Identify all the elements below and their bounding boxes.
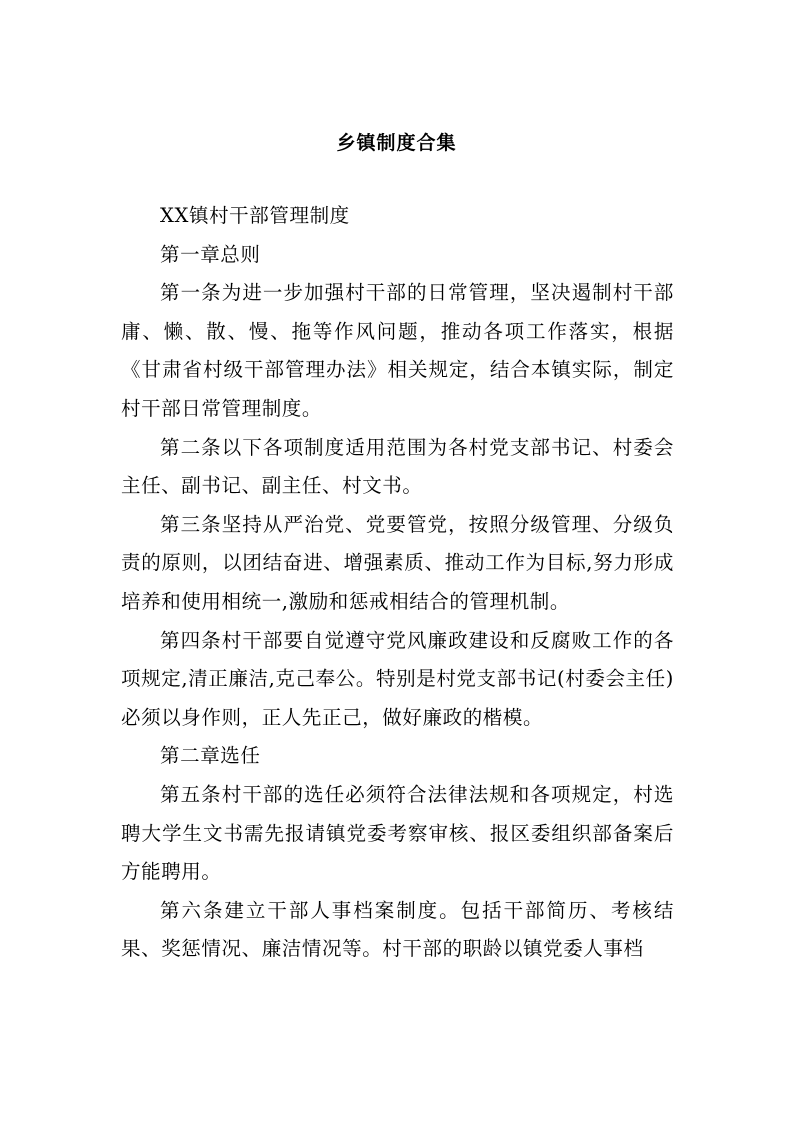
document-body [121, 197, 674, 969]
article-paragraph: 第五条村干部的选任必须符合法律法规和各项规定，村选聘大学生文书需先报请镇党委考察审核、报区委组织部备案后方能聘用。 [121, 782, 674, 884]
article-paragraph: 第三条坚持从严治党、党要管党，按照分级管理、分级负责的原则，以团结奋进、增强素质、推动工作为目标,努力形成培养和使用相统一,激励和惩戒相结合的管理机制。 [121, 512, 674, 613]
section-heading: XX镇村干部管理制度 [160, 204, 350, 227]
chapter-heading: 第二章选任 [160, 744, 261, 768]
document-title: 乡镇制度合集 [336, 132, 457, 154]
article-paragraph: 第二条以下各项制度适用范围为各村党支部书记、村委会主任、副书记、副主任、村文书。 [121, 435, 674, 498]
article-paragraph: 第一条为进一步加强村干部的日常管理，坚决遏制村干部庸、懒、散、慢、拖等作风问题，推动各项工作落实，根据《甘肃省村级干部管理办法》相关规定，结合本镇实际，制定村干部日常管理制度。 [121, 281, 674, 420]
article-paragraph: 第六条建立干部人事档案制度。包括干部简历、考核结果、奖惩情况、廉洁情况等。村干部的职龄以镇党委人事档 [121, 898, 674, 961]
chapter-heading: 第一章总则 [160, 242, 261, 266]
article-paragraph: 第四条村干部要自觉遵守党风廉政建设和反腐败工作的各项规定,清正廉洁,克己奉公。特别是村党支部书记(村委会主任)必须以身作则，正人先正己，做好廉政的楷模。 [121, 628, 674, 729]
